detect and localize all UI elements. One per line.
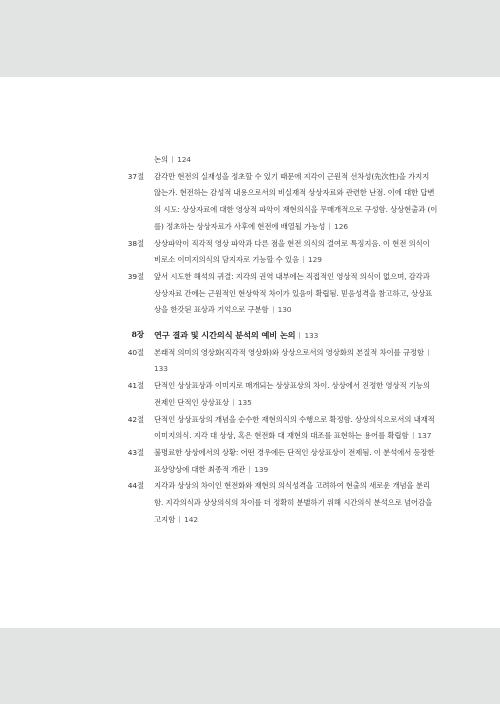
toc-entry-43 — [108, 445, 438, 478]
section-description: 상상파악이 직각적 영상 파악과 다른 점을 현전 의식의 결여로 특징지음. 이 현전 의식이 비로소 이미지의식의 담지자로 기능할 수 있음 — [154, 238, 430, 265]
section-number: 39절 — [127, 271, 144, 281]
toc-entry-44 — [108, 478, 438, 528]
section-number: 38절 — [127, 238, 144, 248]
section-description: 본래적 의미의 영상화(직각적 영상화)와 상상으로서의 영상화의 본질적 차이를 규정함 — [154, 347, 424, 357]
toc-continuation-line — [144, 152, 438, 169]
toc-chapter-8 — [108, 327, 438, 345]
document-page — [0, 77, 500, 628]
table-of-contents — [108, 152, 438, 528]
section-number: 40절 — [127, 347, 144, 357]
chapter-title: 연구 결과 및 시간의식 분석의 예비 논의 — [154, 330, 296, 341]
section-page: 130 — [277, 305, 292, 315]
section-description: 지각과 상상의 차이인 현전화와 재현의 의식성격을 고려하여 현출의 새로운 개념을 분리함. 지각의식과 상상의식의 차이를 더 정확히 분별하기 위해 시간의식 분석으로 넘어감을 고지함 — [154, 481, 433, 524]
page-separator — [299, 332, 300, 339]
section-page: 142 — [184, 514, 198, 524]
page-separator — [172, 156, 173, 163]
bottom-gray-band — [0, 628, 500, 704]
section-description: 단적인 상상표상과 이미지로 매개되는 상상표상의 차이. 상상에서 진정한 영상적 기능의 전제인 단적인 상상표상 — [154, 381, 430, 407]
chapter-page: 133 — [304, 331, 319, 341]
section-description: 앞서 시도한 해석의 귀결: 지각의 권역 내부에는 직접적인 영상적 의식이 없으며, 감각과 상상자료 간에는 근원적인 현상학적 차이가 있음이 확립됨. 믿음성격을 참고하고, 상상표상을 한갓된 표상과 기억으로 구분함 — [154, 271, 433, 315]
page-separator — [179, 516, 180, 523]
toc-continuation-page: 124 — [177, 155, 191, 164]
toc-entry-40 — [108, 345, 438, 378]
toc-entry-37 — [108, 169, 438, 236]
section-description: 감각만 현전의 실재성을 정초할 수 있기 때문에 지각이 근원적 선차성(先次性)을 가지지 않는가. 현전하는 감성적 내용으로서의 비실재적 상상자료와 관련한 난점. 이에 대한 답변의 시도: 상상자료에 대한 영상적 파악이 재현의식을 무매개적으로 구성함. 상상현출과 (이를) 정초하는 상상자료가 사후에 현전에 배열될 가능성 — [154, 171, 438, 231]
page-separator — [273, 306, 274, 313]
section-number: 41절 — [127, 381, 144, 391]
section-page: 126 — [334, 221, 348, 231]
section-number: 42절 — [127, 414, 144, 424]
page-separator — [413, 432, 414, 439]
section-page: 137 — [417, 431, 432, 441]
section-page: 135 — [237, 397, 252, 407]
toc-continuation-text: 논의 — [154, 155, 169, 164]
toc-entry-41 — [108, 378, 438, 411]
toc-entry-38 — [108, 236, 438, 269]
top-gray-band — [0, 0, 500, 77]
page-separator — [329, 223, 330, 230]
section-page: 139 — [254, 464, 269, 474]
section-page: 133 — [154, 364, 168, 374]
section-number: 37절 — [127, 171, 144, 181]
toc-entry-42 — [108, 412, 438, 445]
toc-entry-39 — [108, 269, 438, 319]
section-page: 129 — [308, 255, 322, 265]
page-separator — [249, 466, 250, 473]
section-description: 단적인 상상표상의 개념을 순수한 재현의식의 수행으로 확정함. 상상의식으로서의 내재적 이미지의식. 지각 대 상상, 혹은 현전화 대 재현의 대조를 표현하는 용어를 확립함 — [154, 414, 435, 441]
chapter-number: 8장 — [131, 330, 144, 340]
section-number: 44절 — [127, 481, 144, 491]
page-separator — [428, 349, 429, 356]
section-description: 불명료한 상상에서의 상황: 어떤 경우에든 단적인 상상표상이 전제됨. 이 분석에서 등장한 표상양상에 대한 최종적 개관 — [154, 447, 435, 474]
page-separator — [233, 399, 234, 406]
page-separator — [303, 256, 304, 263]
section-number: 43절 — [127, 447, 144, 457]
